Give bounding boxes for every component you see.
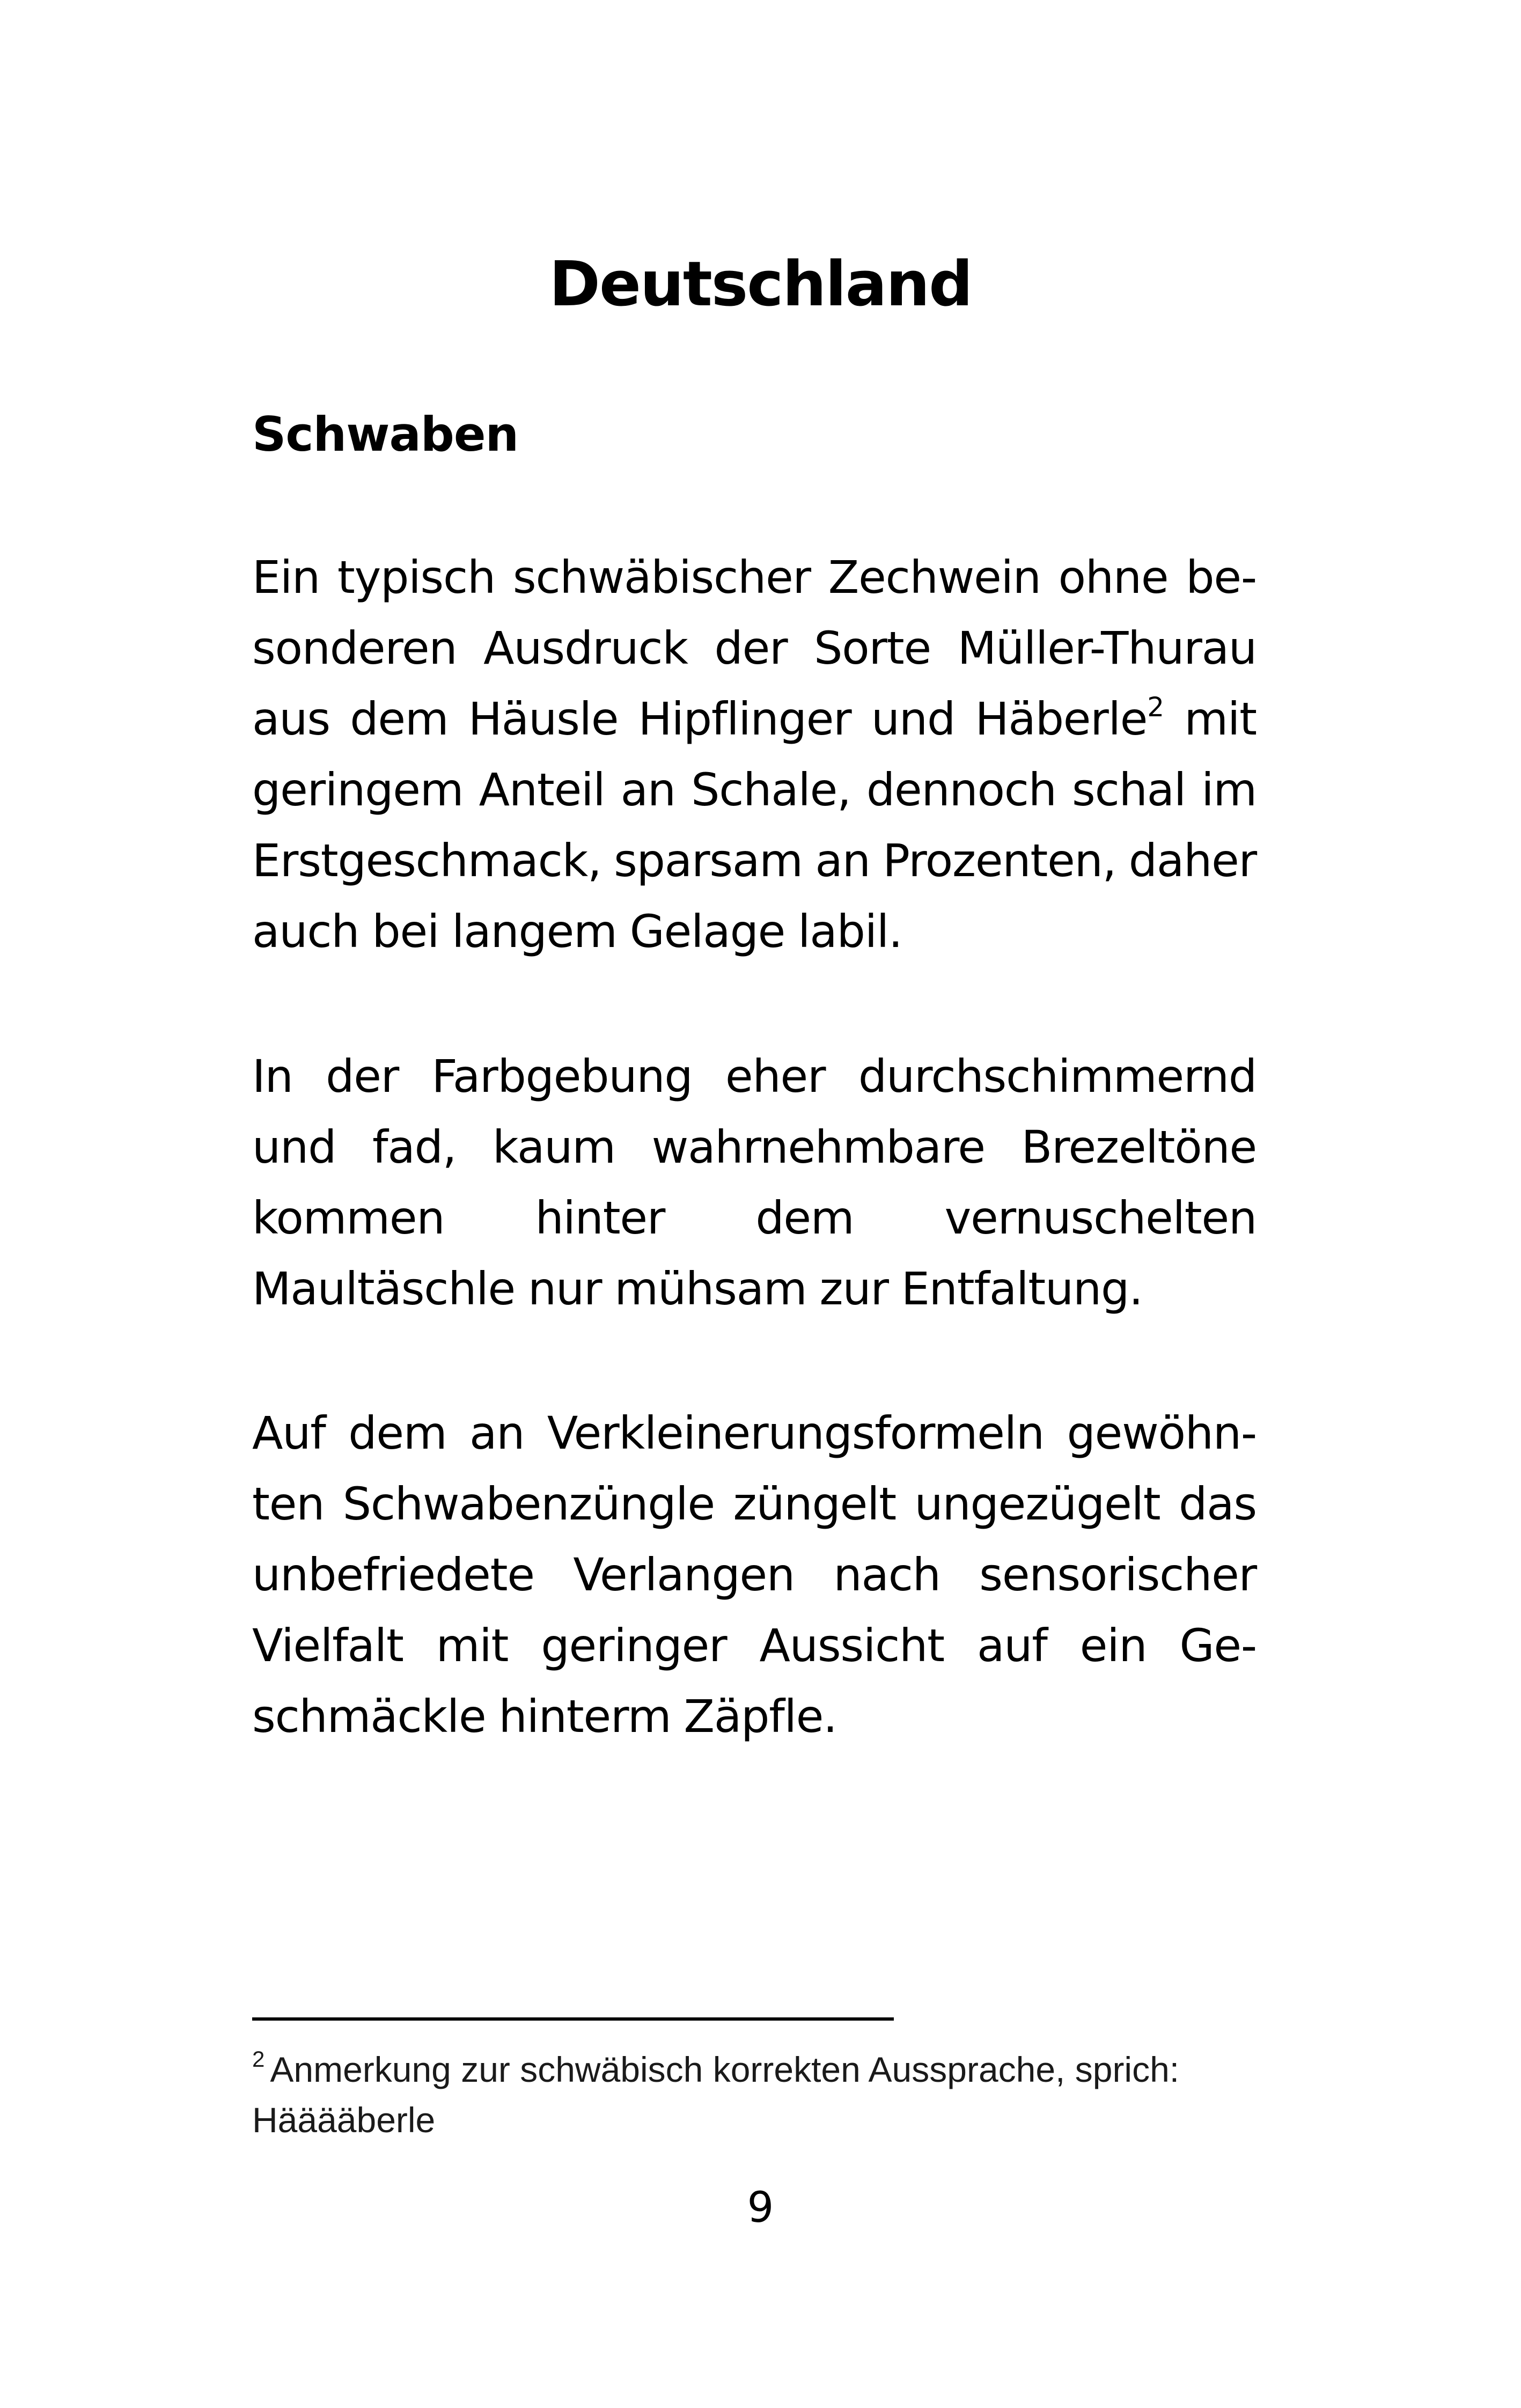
word: Verlangen [573, 1548, 795, 1601]
section-title: Schwaben [252, 407, 519, 462]
word: und [252, 1121, 336, 1173]
word: kommen [252, 1192, 445, 1244]
word: labil. [798, 905, 902, 958]
text-line [252, 684, 1257, 754]
text-line [252, 1398, 1257, 1469]
footnote [252, 2044, 1272, 2145]
word: In [252, 1050, 293, 1103]
footnote-text: Anmerkung zur schwäbisch korrekten Aussprache, sprich: [270, 2050, 1180, 2089]
word: ein [1079, 1619, 1147, 1672]
word: sensorischer [979, 1548, 1257, 1601]
word: dem [348, 1407, 447, 1459]
text-line [252, 542, 1257, 613]
word: bei [372, 905, 439, 958]
word: fad, [372, 1121, 457, 1173]
text-line [252, 1681, 1257, 1752]
word: ungezügelt [914, 1478, 1160, 1530]
text-line [252, 1469, 1257, 1539]
word: Prozenten, [883, 834, 1116, 887]
word: und [871, 693, 956, 745]
word: Vielfalt [252, 1619, 403, 1672]
word: Anteil [479, 763, 605, 816]
word: Schale, [691, 763, 851, 816]
footnote-line [252, 2095, 1272, 2145]
word: schmäckle [252, 1690, 486, 1743]
word: zur [819, 1262, 888, 1315]
text-line [252, 896, 1257, 967]
word: schwäbischer [512, 551, 811, 604]
word: kaum [492, 1121, 615, 1173]
word: langem [452, 905, 617, 958]
word: Schwabenzüngle [342, 1478, 715, 1530]
word: Gelage [629, 905, 785, 958]
word: Verkleinerungsformeln [547, 1407, 1044, 1459]
text-line [252, 1183, 1257, 1253]
word: gewöhn- [1067, 1407, 1257, 1459]
page-number: 9 [747, 2184, 774, 2232]
word: Ein [252, 551, 320, 604]
word: be- [1186, 551, 1257, 604]
word: wahrnehmbare [651, 1121, 985, 1173]
footnote-text: Hääääberle [252, 2100, 436, 2140]
word: schal [1072, 763, 1186, 816]
text-line [252, 1253, 1257, 1324]
word: auf [976, 1619, 1047, 1672]
footnote-marker: 2 [252, 2046, 265, 2072]
word: dem [755, 1192, 854, 1244]
word: dem [350, 693, 449, 745]
text-line [252, 1539, 1257, 1610]
footnote-reference[interactable]: 2 [1147, 692, 1165, 723]
word: nach [833, 1548, 940, 1601]
word: sonderen [252, 622, 457, 674]
footnote-divider [252, 2017, 894, 2021]
word: mit [436, 1619, 509, 1672]
footnote-line [252, 2044, 1272, 2095]
word: Brezeltöne [1021, 1121, 1257, 1173]
word: an [469, 1407, 525, 1459]
word: eher [725, 1050, 826, 1103]
word: nur [527, 1262, 602, 1315]
word: vernuschelten [944, 1192, 1257, 1244]
word: durchschimmernd [858, 1050, 1257, 1103]
paragraph-3 [252, 1398, 1257, 1752]
word: an [620, 763, 675, 816]
word: der [326, 1050, 399, 1103]
word: an [815, 834, 870, 887]
word: geringem [252, 763, 464, 816]
word: Ge- [1179, 1619, 1257, 1672]
word: Erstgeschmack, [252, 834, 601, 887]
word: mit [1184, 693, 1257, 745]
word: auch [252, 905, 359, 958]
word: Entfaltung. [901, 1262, 1143, 1315]
text-line [252, 1610, 1257, 1681]
text-line [252, 1041, 1257, 1112]
text-line [252, 1112, 1257, 1183]
word: Hipflinger [638, 693, 851, 745]
chapter-title: Deutschland [549, 248, 972, 320]
word: ten [252, 1478, 325, 1530]
word: der [714, 622, 788, 674]
word: Häberle [975, 693, 1148, 745]
word: Häusle [468, 693, 619, 745]
word: aus [252, 693, 330, 745]
word: dennoch [866, 763, 1056, 816]
word: geringer [541, 1619, 727, 1672]
word: Auf [252, 1407, 326, 1459]
word: Zechwein [828, 551, 1041, 604]
text-line [252, 825, 1257, 896]
word: unbefriedete [252, 1548, 534, 1601]
word: daher [1128, 834, 1257, 887]
word: hinter [535, 1192, 665, 1244]
word: Ausdruck [483, 622, 688, 674]
word: Farbgebung [431, 1050, 693, 1103]
paragraph-2 [252, 1041, 1257, 1324]
word: mühsam [614, 1262, 807, 1315]
text-line [252, 754, 1257, 825]
word: hinterm [498, 1690, 671, 1743]
text-line [252, 613, 1257, 684]
word: Maultäschle [252, 1262, 515, 1315]
word: züngelt [733, 1478, 896, 1530]
word: Zäpfle. [684, 1690, 837, 1743]
word: Sorte [814, 622, 931, 674]
paragraph-1 [252, 542, 1257, 967]
word: ohne [1058, 551, 1169, 604]
word: Aussicht [759, 1619, 944, 1672]
word: Müller-Thurau [957, 622, 1257, 674]
word-with-footnote [975, 684, 1164, 754]
word: das [1179, 1478, 1257, 1530]
word: sparsam [614, 834, 803, 887]
word: im [1201, 763, 1257, 816]
word: typisch [337, 551, 496, 604]
